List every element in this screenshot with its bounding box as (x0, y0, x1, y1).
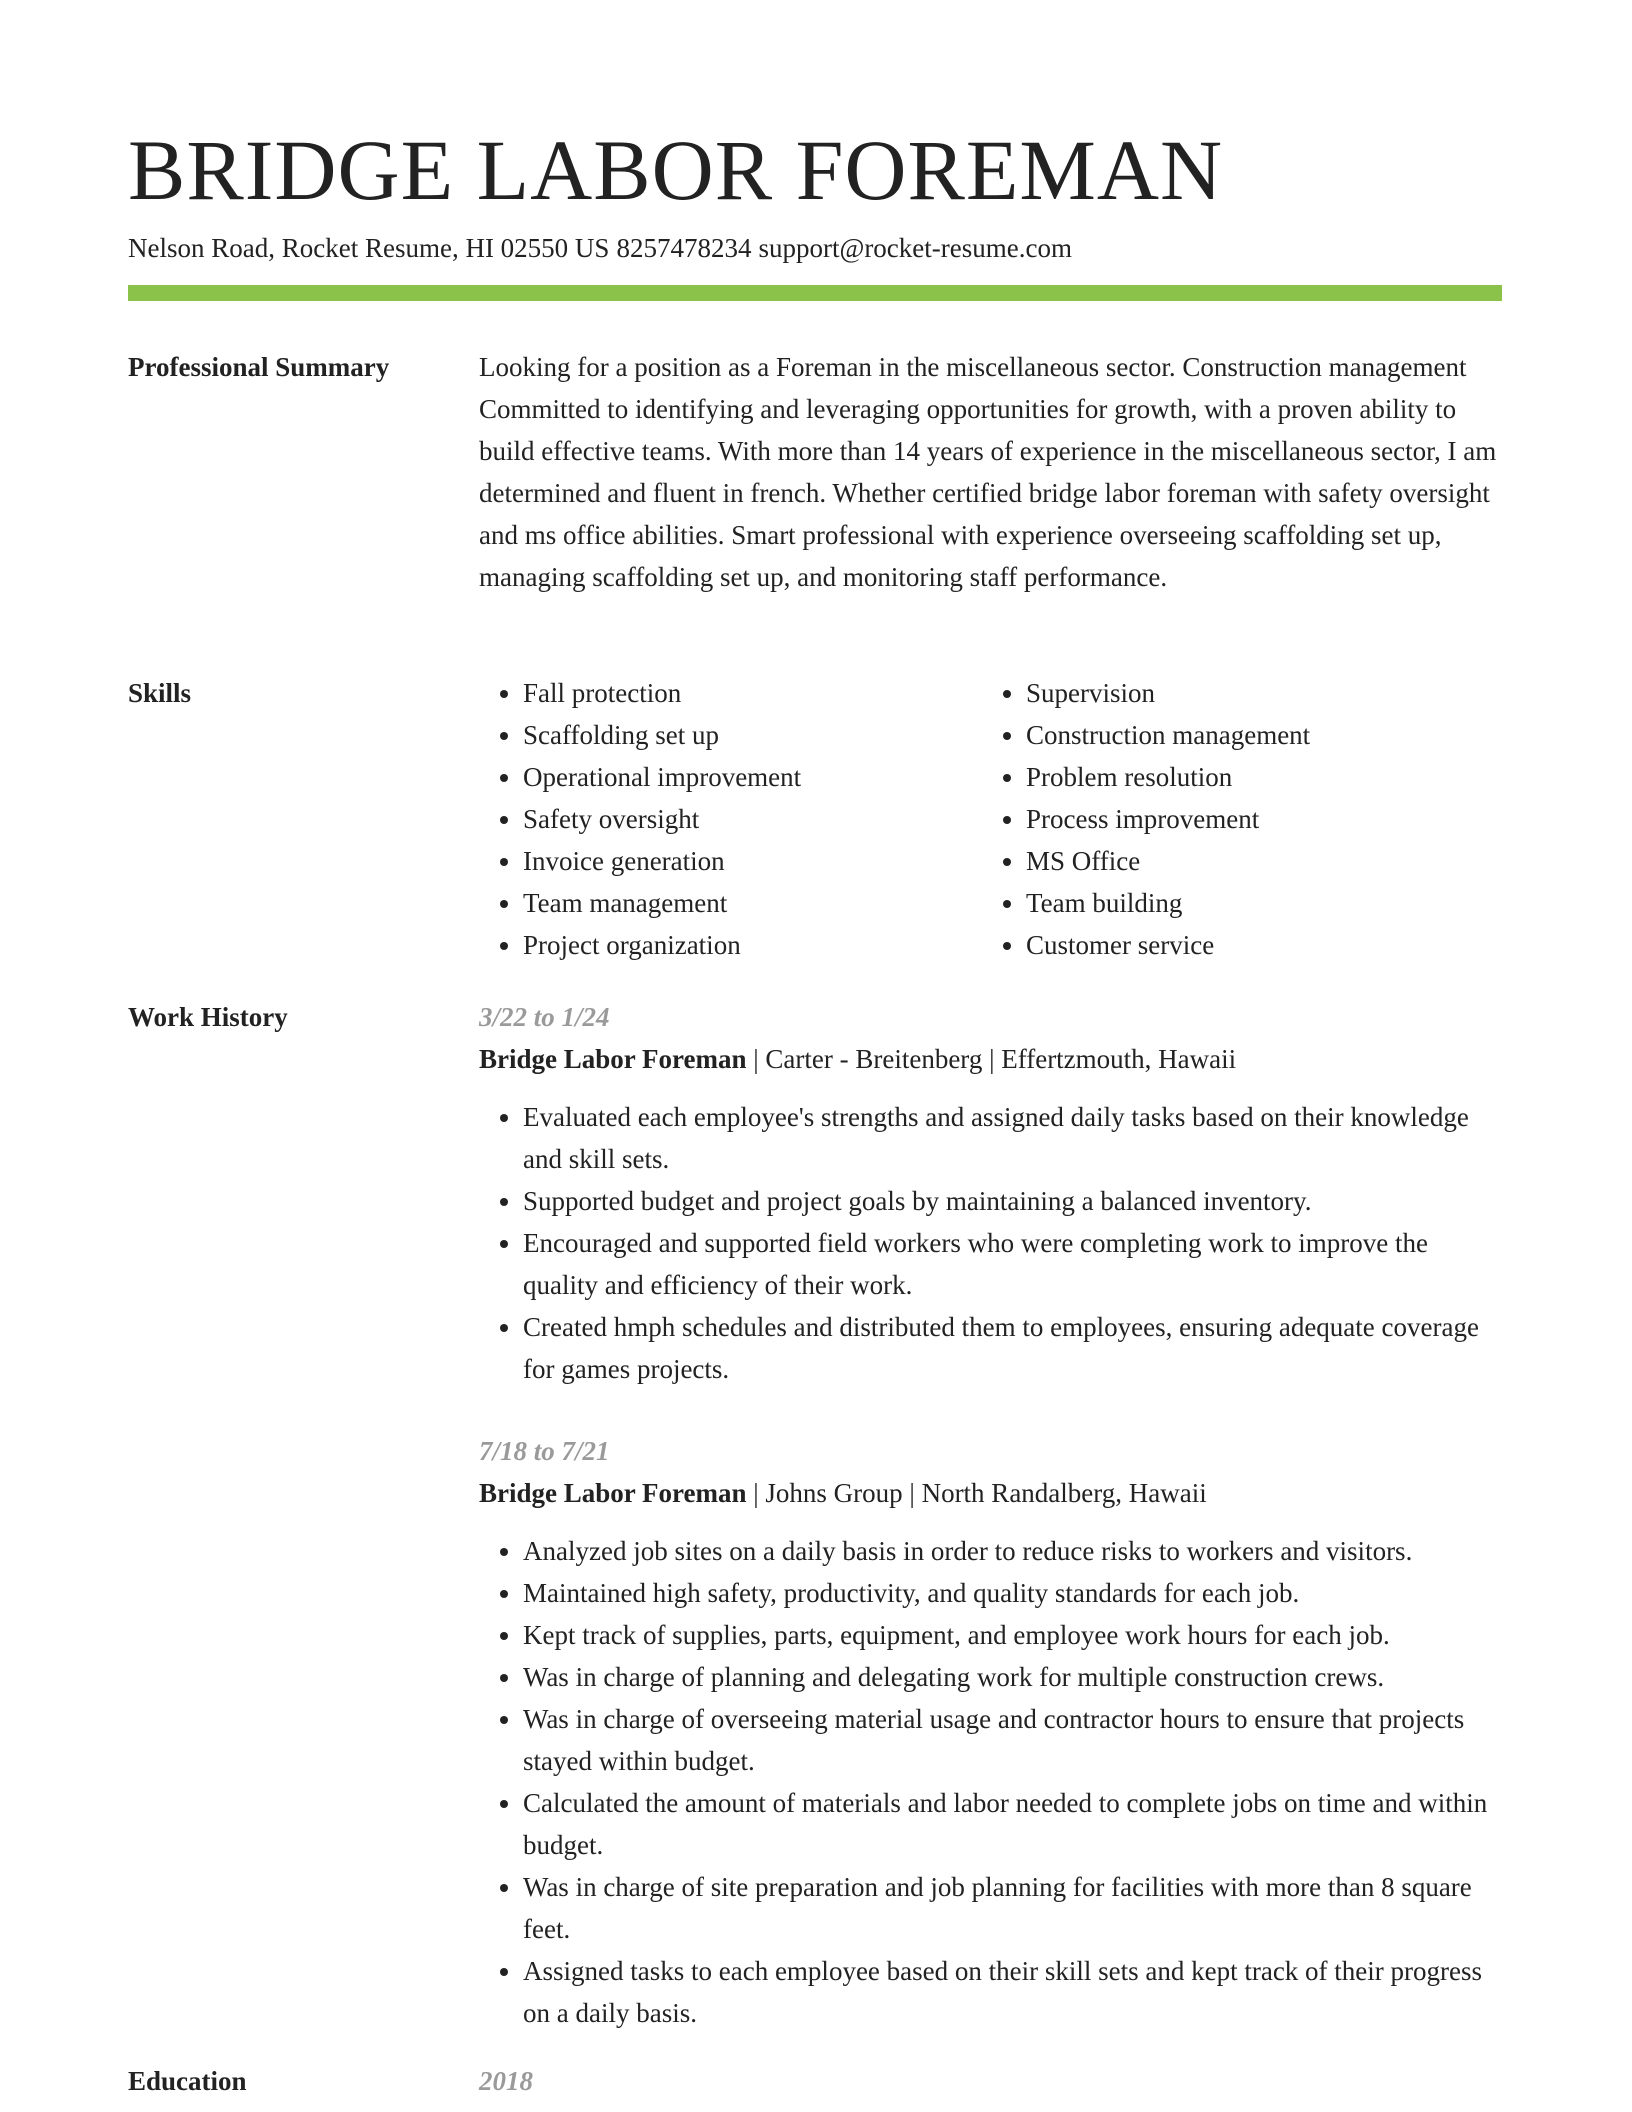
contact-line (128, 230, 1072, 266)
skill-item: • Project organization (523, 924, 982, 966)
job-duties (479, 1530, 1502, 2034)
skills-body (479, 672, 1502, 966)
skill-item: • Supervision (1026, 672, 1485, 714)
job-title: Bridge Labor Foreman (479, 1044, 747, 1074)
skill-item: • MS Office (1026, 840, 1485, 882)
job-dates: 7/18 to 7/21 (479, 1436, 610, 1466)
contact-phone: 8257478234 (616, 233, 752, 263)
job-duty: • Calculated the amount of materials and labor needed to complete jobs on time and within budget. (523, 1782, 1502, 1866)
work-history-body (479, 996, 1502, 2034)
skill-item: • Team building (1026, 882, 1485, 924)
job-details: | Johns Group | North Randalberg, Hawaii (746, 1478, 1207, 1508)
job-duty: • Encouraged and supported field workers who were completing work to improve the quality and efficiency of their work. (523, 1222, 1502, 1306)
skill-item: • Invoice generation (523, 840, 982, 882)
header-divider (128, 285, 1502, 301)
summary-text: Looking for a position as a Foreman in the miscellaneous sector. Construction management Committed to identifying and leveraging opportunities for growth, with a proven ability to build effective teams. With more than 14 years of experience in the miscellaneous sector, I am determined and fluent in french. Whether certified bridge labor foreman with safety oversight and ms office abilities. Smart professional with experience overseeing scaffolding set up, managing scaffolding set up, and monitoring staff performance. (479, 352, 1497, 592)
job-entry (479, 996, 1502, 1390)
job-title: Bridge Labor Foreman (479, 1478, 747, 1508)
skill-item: • Safety oversight (523, 798, 982, 840)
skill-item: • Team management (523, 882, 982, 924)
skill-item: • Construction management (1026, 714, 1485, 756)
job-duty: • Was in charge of overseeing material usage and contractor hours to ensure that projects stayed within budget. (523, 1698, 1502, 1782)
job-duty: • Maintained high safety, productivity, and quality standards for each job. (523, 1572, 1502, 1614)
job-role-line (479, 1472, 1502, 1514)
education-body (479, 2060, 1502, 2102)
contact-address: Nelson Road, Rocket Resume, HI 02550 US (128, 233, 610, 263)
skill-item: • Problem resolution (1026, 756, 1485, 798)
skills-heading: Skills (128, 678, 192, 708)
work-history-heading: Work History (128, 1002, 288, 1032)
skills-list-right (982, 672, 1485, 966)
skill-item: • Operational improvement (523, 756, 982, 798)
job-role-line (479, 1038, 1502, 1080)
job-duty: • Supported budget and project goals by maintaining a balanced inventory. (523, 1180, 1502, 1222)
job-details: | Carter - Breitenberg | Effertzmouth, Hawaii (746, 1044, 1237, 1074)
job-duty: • Assigned tasks to each employee based on their skill sets and kept track of their progress on a daily basis. (523, 1950, 1502, 2034)
candidate-name: BRIDGE LABOR FOREMAN (128, 122, 1224, 218)
job-entry (479, 1430, 1502, 2034)
job-duty: • Evaluated each employee's strengths and assigned daily tasks based on their knowledge and skill sets. (523, 1096, 1502, 1180)
summary-heading: Professional Summary (128, 352, 390, 382)
skill-item: • Customer service (1026, 924, 1485, 966)
contact-email: support@rocket-resume.com (758, 233, 1072, 263)
skills-list-left (479, 672, 982, 966)
education-heading: Education (128, 2066, 247, 2096)
skill-item: • Scaffolding set up (523, 714, 982, 756)
summary-body (479, 346, 1502, 598)
job-duty: • Was in charge of site preparation and job planning for facilities with more than 8 square feet. (523, 1866, 1502, 1950)
education-dates: 2018 (479, 2066, 533, 2096)
job-duty: • Created hmph schedules and distributed them to employees, ensuring adequate coverage for games projects. (523, 1306, 1502, 1390)
job-duties (479, 1096, 1502, 1390)
skill-item: • Process improvement (1026, 798, 1485, 840)
job-dates: 3/22 to 1/24 (479, 1002, 610, 1032)
job-duty: • Kept track of supplies, parts, equipment, and employee work hours for each job. (523, 1614, 1502, 1656)
job-duty: • Was in charge of planning and delegating work for multiple construction crews. (523, 1656, 1502, 1698)
job-duty: • Analyzed job sites on a daily basis in order to reduce risks to workers and visitors. (523, 1530, 1502, 1572)
skill-item: • Fall protection (523, 672, 982, 714)
